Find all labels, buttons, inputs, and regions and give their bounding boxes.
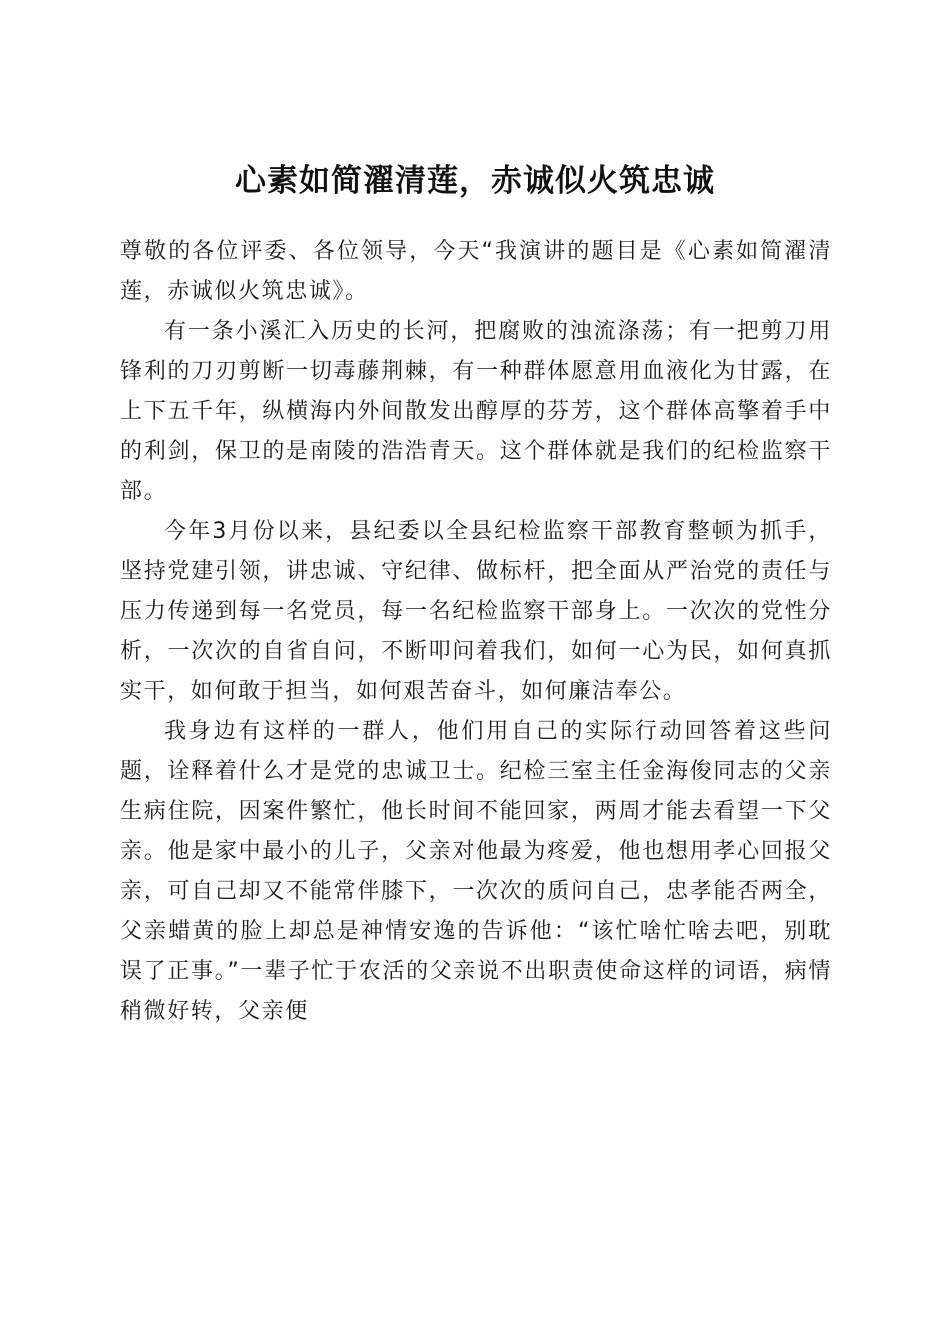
paragraph-education: 今年3月份以来，县纪委以全县纪检监察干部教育整顿为抓手，坚持党建引领，讲忠诚、守纪律、做标杆，把全面从严治党的责任与压力传递到每一名党员，每一名纪检监察干部身上。一次次的党性分析，一次次的自省自问，不断叩问着我们，如何一心为民，如何真抓实干，如何敢于担当，如何艰苦奋斗，如何廉洁奉公。 [120,519,832,704]
paragraph-example: 我身边有这样的一群人，他们用自己的实际行动回答着这些问题，诠释着什么才是党的忠诚卫士。纪检三室主任金海俊同志的父亲生病住院，因案件繁忙，他长时间不能回家，两周才能去看望一下父亲。他是家中最小的儿子，父亲对他最为疼爱，他也想用孝心回报父亲，可自己却又不能常伴膝下，一次次的质问自己，忠孝能否两全，父亲蜡黄的脸上却总是神情安逸的告诉他：“该忙啥忙啥去吧，别耽误了正事。”一辈子忙于农活的父亲说不出职责使命这样的词语，病情稍微好转，父亲便 [120,719,832,1024]
document-body [120,232,832,1032]
paragraph-greeting: 尊敬的各位评委、各位领导，今天“我演讲的题目是《心素如简濯清莲，赤诚似火筑忠诚》。 [120,239,832,304]
paragraph-intro: 有一条小溪汇入历史的长河，把腐败的浊流涤荡；有一把剪刀用锋利的刀刃剪断一切毒藤荆棘，有一种群体愿意用血液化为甘露，在上下五千年，纵横海内外间散发出醇厚的芬芳，这个群体高擎着手中的利剑，保卫的是南陵的浩浩青天。这个群体就是我们的纪检监察干部。 [120,319,832,504]
document-title: 心素如简濯清莲，赤诚似火筑忠诚 [235,162,715,199]
